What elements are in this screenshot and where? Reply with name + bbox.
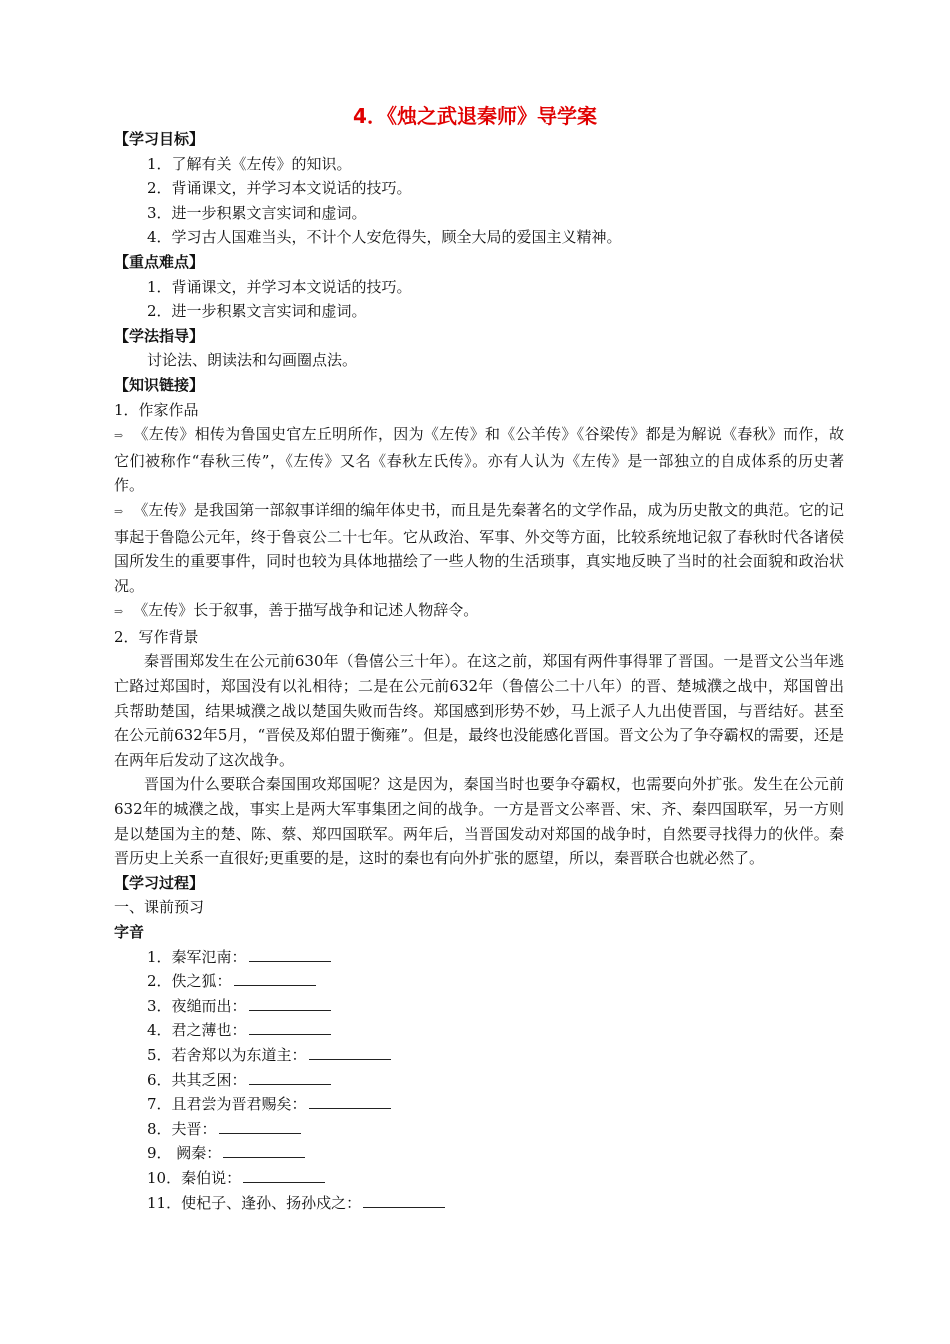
list-item: 2．进一步积累文言实词和虚词。 [147,302,367,321]
answer-blank[interactable] [243,1168,325,1183]
exercise-item [114,1117,844,1142]
list-item: 2．背诵课文，并学习本文说话的技巧。 [147,179,412,198]
exercise-item [114,994,844,1019]
bullet-paragraph [114,598,844,625]
background-paragraph: 秦晋围郑发生在公元前630年（鲁僖公三十年）。在这之前，郑国有两件事得罪了晋国。一是晋文公当年逃亡路过郑国时，郑国没有以礼相待；二是在公元前632年（鲁僖公二十八年）的晋、楚城濮之战中，郑国曾出兵帮助楚国，结果城濮之战以楚国失败而告终。郑国感到形势不妙，马上派子人九出使晋国，与晋结好。甚至在公元前632年5月，“晋侯及郑伯盟于衡雍”。但是，最终也没能感化晋国。晋文公为了争夺霸权的需要，还是在两年后发动了这次战争。 [114,652,844,769]
exercise-prompt: 4．君之薄也： [147,1021,247,1040]
exercise-item [114,969,844,994]
exercise-prompt: 6．共其乏困： [147,1070,247,1089]
exercise-prompt: 1．秦军氾南： [147,947,247,966]
background-paragraph: 晋国为什么要联合秦国围攻郑国呢？这是因为，秦国当时也要争夺霸权，也需要向外扩张。发生在公元前632年的城濮之战，事实上是两大军事集团之间的战争。一方是晋文公率晋、宋、齐、秦四国联军，另一方则是以楚国为主的楚、陈、蔡、郑四国联军。两年后，当晋国发动对郑国的战争时，自然要寻找得力的伙伴。秦晋历史上关系一直很好;更重要的是，这时的秦也有向外扩张的愿望，所以，秦晋联合也就必然了。 [114,775,844,868]
answer-blank[interactable] [309,1045,391,1060]
exercise-prompt: 5．若舍郑以为东道主： [147,1045,307,1064]
exercise-item [114,1043,844,1068]
answer-blank[interactable] [249,1070,331,1085]
answer-blank[interactable] [249,947,331,962]
section-heading-method: 【学法指导】 [114,326,205,345]
exercise-item [114,1141,844,1166]
section-heading-knowledge: 【知识链接】 [114,375,205,394]
method-text: 讨论法、朗读法和勾画圈点法。 [147,351,358,370]
arrow-bullet-icon: ⇒ [114,605,124,619]
subheading-author-works: 1．作家作品 [114,400,199,419]
exercise-item [114,945,844,970]
exercise-prompt: 2．佚之狐： [147,972,232,991]
subheading-preview: 一、课前预习 [114,898,205,917]
exercise-item [114,1092,844,1117]
section-heading-key-points: 【重点难点】 [114,252,205,271]
answer-blank[interactable] [249,1020,331,1035]
exercise-prompt: 11．使杞子、逢孙、扬孙戍之： [147,1193,362,1212]
section-heading-objectives: 【学习目标】 [114,130,205,148]
page-title: 4．《烛之武退秦师》导学案 [353,104,597,128]
subheading-pronunciation: 字音 [114,923,145,941]
bullet-paragraph [114,422,844,498]
exercise-item [114,1166,844,1191]
bullet-paragraph [114,498,844,598]
document-body [114,127,844,1215]
list-item: 1．背诵课文，并学习本文说话的技巧。 [147,277,412,296]
list-item: 3．进一步积累文言实词和虚词。 [147,203,367,222]
arrow-bullet-icon: ⇒ [114,429,124,443]
answer-blank[interactable] [309,1094,391,1109]
exercise-item [114,1191,844,1216]
exercise-item [114,1018,844,1043]
answer-blank[interactable] [249,996,331,1011]
exercise-prompt: 10．秦伯说： [147,1168,242,1187]
bullet-text: 《左传》长于叙事，善于描写战争和记述人物辞令。 [133,601,479,620]
answer-blank[interactable] [234,971,316,986]
subheading-background: 2．写作背景 [114,627,199,646]
section-heading-process: 【学习过程】 [114,873,205,892]
list-item: 1．了解有关《左传》的知识。 [147,154,352,173]
exercise-prompt: 3．夜缒而出： [147,996,247,1015]
bullet-text: 《左传》相传为鲁国史官左丘明所作，因为《左传》和《公羊传》《谷梁传》都是为解说《春秋》而作，故它们被称作“春秋三传”，《左传》又名《春秋左氏传》。亦有人认为《左传》是一部独立的自成体系的历史著作。 [114,425,844,495]
exercise-item [114,1068,844,1093]
arrow-bullet-icon: ⇒ [114,504,124,518]
exercise-prompt: 8．夫晋： [147,1119,217,1138]
list-item: 4．学习古人国难当头，不计个人安危得失，顾全大局的爱国主义精神。 [147,228,622,247]
answer-blank[interactable] [363,1193,445,1208]
bullet-text: 《左传》是我国第一部叙事详细的编年体史书，而且是先秦著名的文学作品，成为历史散文的典范。它的记事起于鲁隐公元年，终于鲁哀公二十七年。它从政治、军事、外交等方面，比较系统地记叙了春秋时代各诸侯国所发生的重要事件，同时也较为具体地描绘了一些人物的生活琐事，真实地反映了当时的社会面貌和政治状况。 [114,500,844,595]
exercise-prompt: 7．且君尝为晋君赐矣： [147,1095,307,1114]
answer-blank[interactable] [223,1143,305,1158]
answer-blank[interactable] [219,1119,301,1134]
exercise-prompt: 9． 阙秦： [147,1144,222,1163]
